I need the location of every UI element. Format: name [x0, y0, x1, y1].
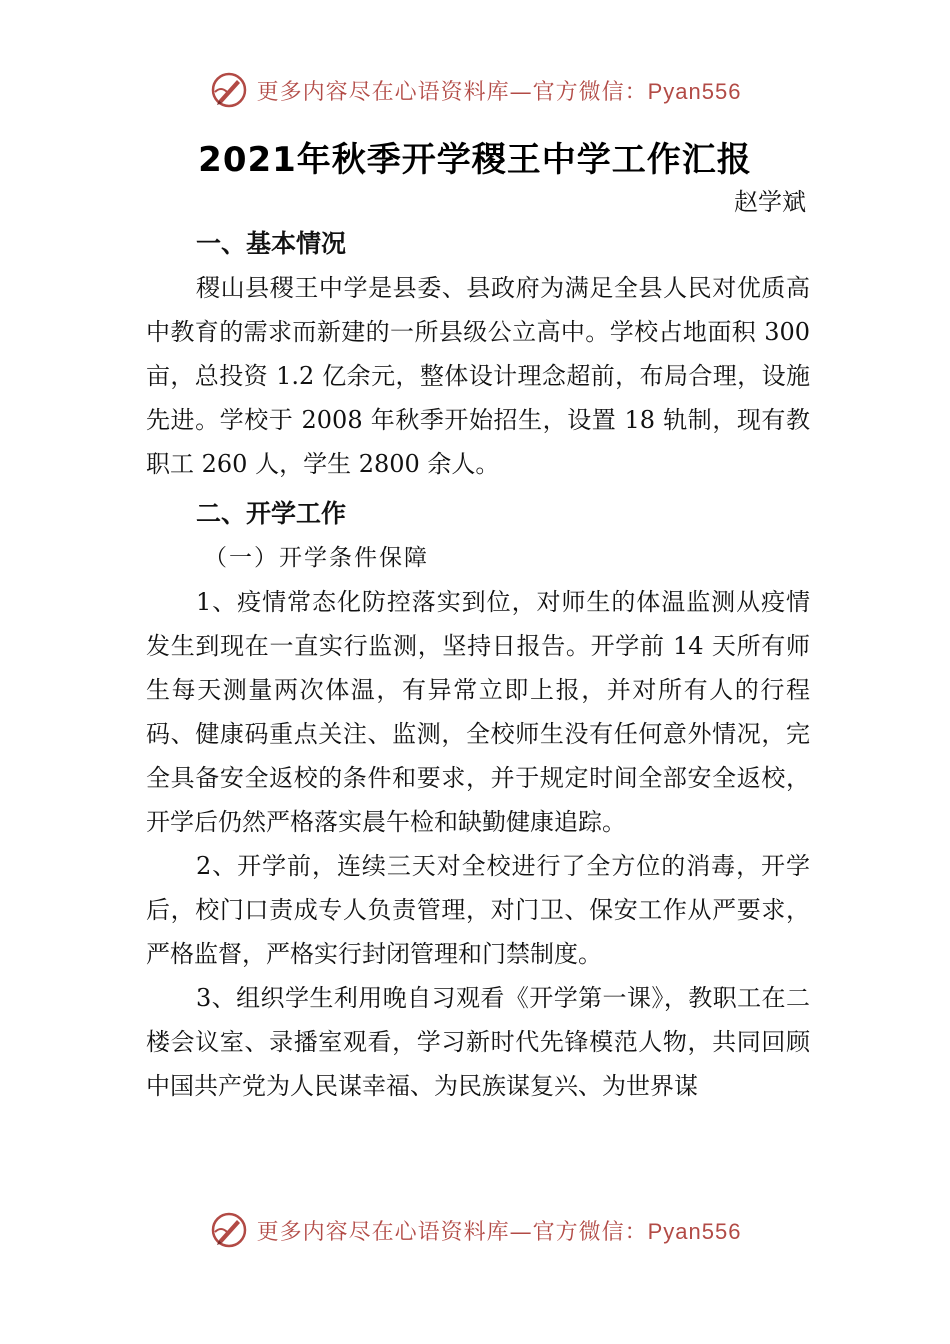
paragraph-item-1: 1、疫情常态化防控落实到位，对师生的体温监测从疫情发生到现在一直实行监测，坚持日报告。开学前 14 天所有师生每天测量两次体温，有异常立即上报，并对所有人的行程码、健康码重点关注、监测，全校师生没有任何意外情况，完全具备安全返校的条件和要求，并于规定时间全部安全返校，开学后仍然严格落实晨午检和缺勤健康追踪。: [146, 588, 810, 836]
wechat-id: Pyan556: [647, 1218, 742, 1244]
subsection-heading-conditions: （一）开学条件保障: [204, 545, 429, 571]
footer-banner: [0, 1210, 950, 1250]
section-heading-school-opening: 二、开学工作: [196, 499, 347, 528]
banner-text: 更多内容尽在心语资料库—官方微信：Pyan556: [256, 1218, 742, 1245]
section-heading-basic-info: 一、基本情况: [196, 229, 347, 258]
wechat-id: Pyan556: [647, 78, 742, 104]
document-body: [146, 222, 810, 1108]
paragraph-item-3: 3、组织学生利用晚自习观看《开学第一课》，教职工在二楼会议室、录播室观看，学习新时代先锋模范人物，共同回顾中国共产党为人民谋幸福、为民族谋复兴、为世界谋: [146, 984, 810, 1100]
banner-text: 更多内容尽在心语资料库—官方微信：Pyan556: [256, 78, 742, 105]
pen-logo-icon: [209, 1210, 249, 1250]
paragraph-basic-info: 稷山县稷王中学是县委、县政府为满足全县人民对优质高中教育的需求而新建的一所县级公立高中。学校占地面积 300 亩，总投资 1.2 亿余元，整体设计理念超前，布局合理，设施先进。学校于 2008 年秋季开始招生，设置 18 轨制，现有教职工 260 人，学生 2800 余人。: [146, 274, 810, 478]
author-name: 赵学斌: [734, 188, 806, 216]
paragraph-item-2: 2、开学前，连续三天对全校进行了全方位的消毒，开学后，校门口责成专人负责管理，对门卫、保安工作从严要求，严格监督，严格实行封闭管理和门禁制度。: [146, 852, 810, 968]
header-banner: [0, 70, 950, 110]
document-title: 2021年秋季开学稷王中学工作汇报: [198, 140, 752, 180]
pen-logo-icon: [209, 70, 249, 110]
